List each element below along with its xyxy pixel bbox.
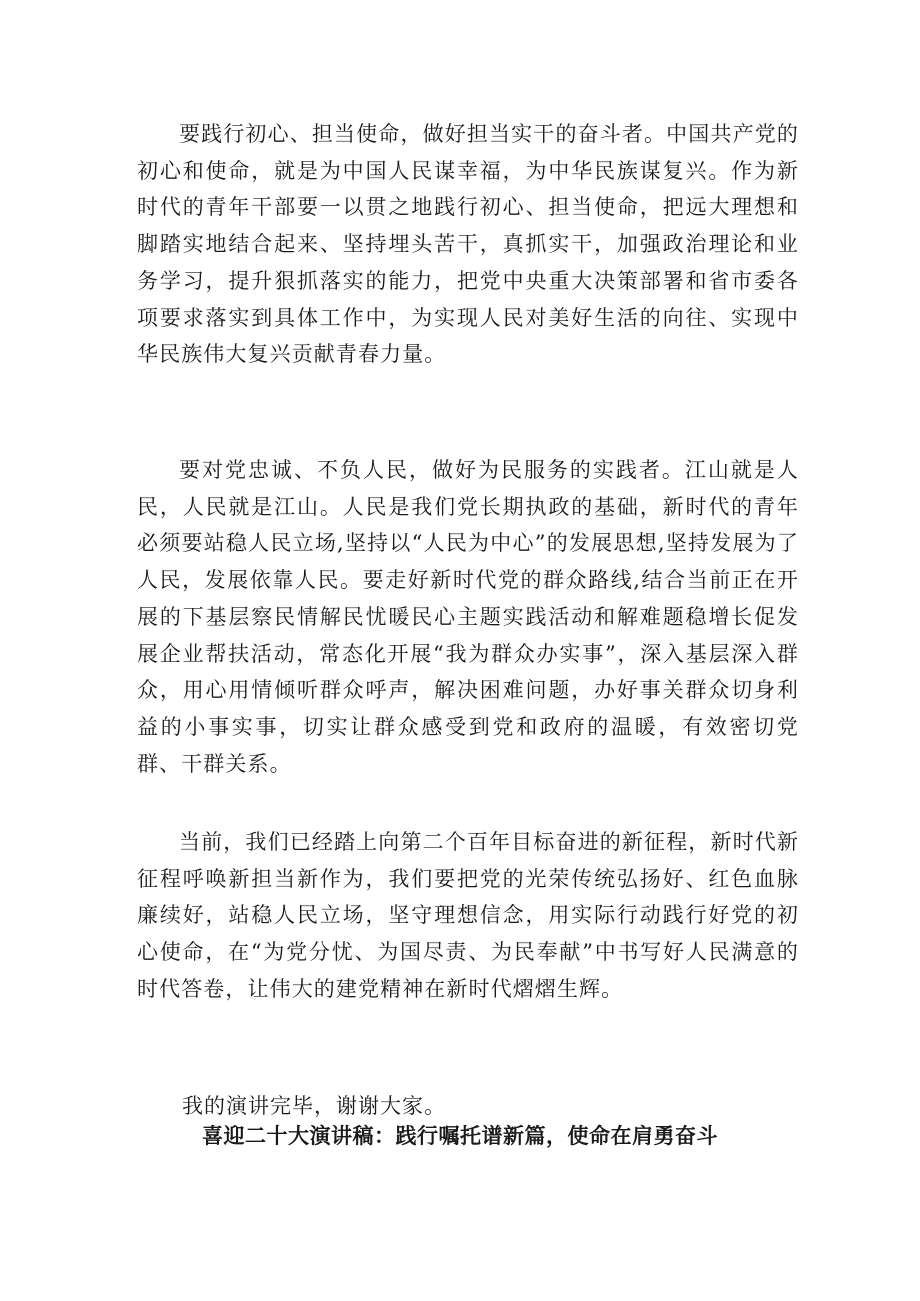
next-speech-title: 喜迎二十大演讲稿：践行嘱托谱新篇，使命在肩勇奋斗: [202, 1124, 718, 1148]
body-paragraph-2: 要对党忠诚、不负人民，做好为民服务的实践者。江山就是人民，人民就是江山。人民是我们党长期执政的基础，新时代的青年必须要站稳人民立场,坚持以“人民为中心”的发展思想,坚持发展为了人民，发展依靠人民。要走好新时代党的群众路线,结合当前正在开展的下基层察民情解民忧暖民心主题实践活动和解难题稳增长促发展企业帮扶活动，常态化开展“我为群众办实事”，深入基层深入群众，用心用情倾听群众呼声，解决困难问题，办好事关群众切身利益的小事实事，切实让群众感受到党和政府的温暖，有效密切党群、干群关系。: [137, 458, 799, 776]
body-paragraph-3: 当前，我们已经踏上向第二个百年目标奋进的新征程，新时代新征程呼唤新担当新作为，我们要把党的光荣传统弘扬好、红色血脉廉续好，站稳人民立场，坚守理想信念，用实际行动践行好党的初心使命，在“为党分忧、为国尽责、为民奉献”中书写好人民满意的时代答卷，让伟大的建党精神在新时代熠熠生辉。: [137, 830, 799, 1001]
closing-remark: 我的演讲完毕，谢谢大家。: [182, 1094, 446, 1118]
body-paragraph-1: 要践行初心、担当使命，做好担当实干的奋斗者。中国共产党的初心和使命，就是为中国人民谋幸福，为中华民族谋复兴。作为新时代的青年干部要一以贯之地践行初心、担当使命，把远大理想和脚踏实地结合起来、坚持埋头苦干，真抓实干，加强政治理论和业务学习，提升狠抓落实的能力，把党中央重大决策部署和省市委各项要求落实到具体工作中，为实现人民对美好生活的向往、实现中华民族伟大复兴贡献青春力量。: [137, 122, 799, 367]
